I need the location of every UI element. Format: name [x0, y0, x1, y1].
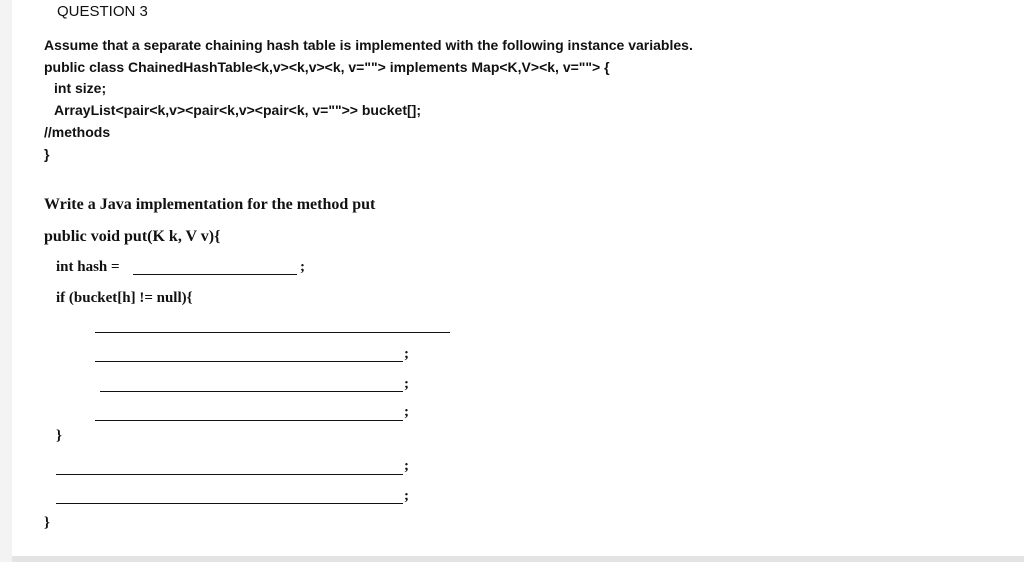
question-intro: Assume that a separate chaining hash table is implemented with the following instance variables.: [44, 37, 693, 53]
page-bottom-edge: [12, 556, 1024, 562]
methods-comment-line: //methods: [44, 124, 111, 140]
semicolon-3: ;: [404, 376, 409, 392]
answer-blank-4[interactable]: [95, 420, 403, 421]
method-close-brace: }: [44, 515, 50, 531]
bucket-field-line: ArrayList<pair<k,v><pair<k,v><pair<k, v="">> bucket[];: [54, 102, 421, 118]
answer-blank-2[interactable]: [95, 361, 403, 362]
semicolon-6: ;: [404, 488, 409, 504]
if-line: if (bucket[h] != null){: [56, 290, 193, 306]
hash-semicolon: ;: [300, 259, 305, 275]
semicolon-4: ;: [404, 404, 409, 420]
answer-blank-5[interactable]: [56, 474, 403, 475]
answer-blank-6[interactable]: [56, 503, 403, 504]
answer-blank-3[interactable]: [100, 391, 403, 392]
hash-answer-blank[interactable]: [133, 274, 297, 275]
method-signature: public void put(K k, V v){: [44, 228, 221, 245]
if-close-brace: }: [56, 428, 62, 444]
document-page: [12, 0, 1024, 556]
question-heading: QUESTION 3: [57, 3, 148, 20]
semicolon-5: ;: [404, 458, 409, 474]
answer-blank-1[interactable]: [95, 332, 450, 333]
write-prompt: Write a Java implementation for the method put: [44, 196, 376, 213]
class-close-brace: }: [44, 146, 50, 162]
hash-line-label: int hash =: [56, 259, 120, 275]
size-field-line: int size;: [54, 80, 107, 96]
class-declaration-line: public class ChainedHashTable<k,v><k,v><k, v=""> implements Map<K,V><k, v=""> {: [44, 59, 610, 75]
semicolon-2: ;: [404, 346, 409, 362]
